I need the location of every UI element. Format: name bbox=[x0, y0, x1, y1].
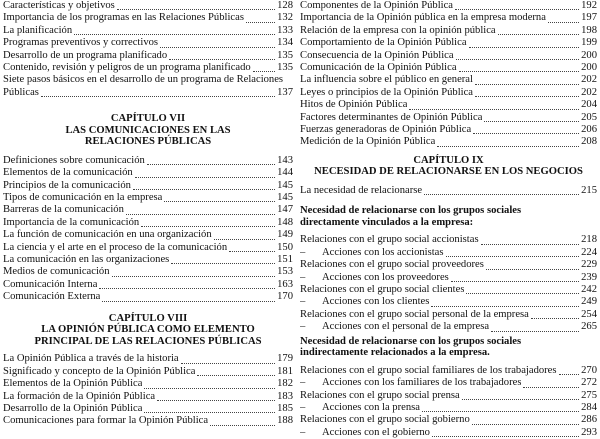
toc-entry-label bbox=[3, 12, 244, 24]
toc-entry-label bbox=[3, 229, 212, 241]
toc-entry[interactable] bbox=[300, 185, 597, 197]
toc-entry-text: Relaciones con el grupo social personal de la empresa bbox=[300, 308, 529, 320]
toc-entry-label bbox=[3, 217, 139, 229]
dot-leader bbox=[112, 276, 276, 277]
toc-entry-text: Públicas bbox=[3, 86, 39, 98]
toc-entry[interactable] bbox=[3, 378, 293, 390]
toc-entry-text: Comportamiento de la Opinión Pública bbox=[300, 37, 467, 49]
chapter-7-title-line1: LAS COMUNICACIONES EN LAS bbox=[65, 124, 231, 136]
toc-entry-text: Comunicaciones para formar la Opinión Pública bbox=[3, 415, 209, 427]
toc-entry[interactable] bbox=[3, 167, 293, 179]
toc-entry-label bbox=[300, 390, 460, 402]
toc-entry[interactable] bbox=[3, 37, 293, 49]
toc-entry-label bbox=[300, 25, 496, 37]
dot-leader bbox=[171, 263, 275, 264]
chapter-7-entries bbox=[3, 155, 293, 304]
dot-leader bbox=[409, 109, 579, 110]
dot-leader bbox=[160, 47, 275, 48]
toc-entry-text: Programas preventivos y correctivos bbox=[3, 37, 159, 49]
toc-entry-label bbox=[3, 50, 167, 62]
chapter-7-number: CAPÍTULO VII bbox=[110, 113, 186, 125]
toc-entry-label bbox=[3, 415, 208, 427]
toc-entry-text: Relaciones con el grupo social proveedores bbox=[300, 259, 484, 271]
toc-entry-page: 192 bbox=[581, 0, 597, 11]
toc-entry-page: 270 bbox=[581, 364, 597, 376]
toc-entry[interactable] bbox=[3, 192, 293, 204]
dot-leader bbox=[498, 34, 579, 35]
dash-marker: – bbox=[300, 377, 306, 389]
toc-entry-label bbox=[3, 167, 133, 179]
section-2-entries bbox=[300, 365, 597, 439]
toc-entry-text: Relaciones con el grupo social clientes bbox=[300, 284, 465, 296]
toc-entry[interactable] bbox=[300, 284, 597, 296]
dot-leader bbox=[133, 189, 275, 190]
toc-entry[interactable] bbox=[3, 403, 293, 415]
toc-entry-page: 144 bbox=[277, 167, 293, 179]
dot-leader bbox=[469, 47, 580, 48]
toc-entry-page: 293 bbox=[581, 426, 597, 438]
toc-entry-label bbox=[300, 124, 471, 136]
toc-entry-text: Elementos de la comunicación bbox=[3, 167, 133, 179]
toc-entry-label bbox=[3, 204, 124, 216]
toc-entry-page: 200 bbox=[581, 61, 597, 73]
chapter-8-entries bbox=[3, 353, 293, 427]
toc-entry-label bbox=[300, 402, 420, 414]
section-1-heading-line2: directamente vinculados a la empresa: bbox=[300, 216, 474, 228]
toc-entry-label bbox=[3, 403, 142, 415]
dot-leader bbox=[446, 256, 580, 257]
toc-entry-page: 145 bbox=[277, 192, 293, 204]
chapter-9-title: NECESIDAD DE RELACIONARSE EN LOS NEGOCIOS bbox=[314, 166, 583, 178]
toc-entry-label bbox=[300, 414, 470, 426]
toc-entry[interactable] bbox=[3, 391, 293, 403]
toc-subentry[interactable] bbox=[300, 272, 597, 284]
dot-leader bbox=[456, 59, 580, 60]
dot-leader bbox=[484, 121, 579, 122]
toc-entry-page: 198 bbox=[581, 24, 597, 36]
toc-entry-page: 284 bbox=[581, 401, 597, 413]
toc-entry-text: Barreras de la comunicación bbox=[3, 204, 124, 216]
dash-marker: – bbox=[300, 321, 306, 333]
dot-leader bbox=[99, 288, 275, 289]
toc-entry-text: Principios de la comunicación bbox=[3, 179, 131, 191]
dot-leader bbox=[144, 412, 275, 413]
toc-entry-label bbox=[300, 136, 435, 148]
toc-entry-page: 143 bbox=[277, 154, 293, 166]
toc-entry[interactable] bbox=[3, 229, 293, 241]
toc-entry-page: 254 bbox=[581, 308, 597, 320]
toc-subentry[interactable] bbox=[300, 402, 597, 414]
toc-entry-text: Factores determinantes de Opinión Pública bbox=[300, 111, 483, 123]
dot-leader bbox=[144, 388, 275, 389]
toc-entry-label bbox=[300, 365, 557, 377]
toc-entry-text: Relaciones con el grupo social prensa bbox=[300, 389, 460, 401]
dot-leader bbox=[181, 363, 275, 364]
toc-entry-text: Tipos de comunicación en la empresa bbox=[3, 192, 163, 204]
dash-marker: – bbox=[300, 271, 306, 283]
dot-leader bbox=[147, 164, 275, 165]
dash-marker: – bbox=[300, 426, 306, 438]
toc-entry-page: 229 bbox=[581, 259, 597, 271]
toc-entry-page: 202 bbox=[581, 74, 597, 86]
dot-leader bbox=[431, 306, 579, 307]
toc-entry-text: Comunicación de la Opinión Pública bbox=[300, 61, 457, 73]
dot-leader bbox=[481, 244, 580, 245]
toc-entry-label bbox=[3, 62, 251, 74]
toc-entry[interactable] bbox=[300, 136, 597, 148]
toc-entry[interactable] bbox=[300, 414, 597, 426]
dot-leader bbox=[523, 387, 579, 388]
toc-entry-text: La influencia sobre el público en general bbox=[300, 74, 473, 86]
toc-entry[interactable] bbox=[300, 390, 597, 402]
toc-entry-page: 145 bbox=[277, 179, 293, 191]
chapter-8-number: CAPÍTULO VIII bbox=[108, 312, 188, 324]
toc-entry[interactable] bbox=[3, 62, 293, 74]
toc-entry-page: 135 bbox=[277, 49, 293, 61]
toc-entry[interactable] bbox=[3, 415, 293, 427]
toc-entry-text: Desarrollo de un programa planificado bbox=[3, 49, 168, 61]
toc-entry-page: 242 bbox=[581, 284, 597, 296]
toc-entry-page: 202 bbox=[581, 86, 597, 98]
dot-leader bbox=[548, 22, 579, 23]
toc-entry-label bbox=[300, 321, 489, 333]
dot-leader bbox=[126, 214, 275, 215]
toc-entry-text: Importancia de los programas en las Relaciones Públicas bbox=[3, 12, 244, 24]
toc-subentry[interactable] bbox=[300, 377, 597, 389]
dot-leader bbox=[135, 177, 275, 178]
toc-section-top-right bbox=[300, 0, 597, 149]
toc-entry[interactable] bbox=[3, 180, 293, 192]
toc-entry-page: 197 bbox=[581, 12, 597, 24]
toc-entry-page: 134 bbox=[277, 37, 293, 49]
dot-leader bbox=[74, 34, 275, 35]
toc-entry-text: Componentes de la Opinión Pública bbox=[300, 0, 453, 11]
toc-entry-text: Características y objetivos bbox=[3, 0, 115, 11]
toc-entry[interactable] bbox=[3, 366, 293, 378]
chapter-8-title-line1: LA OPINIÓN PÚBLICA COMO ELEMENTO bbox=[41, 324, 255, 336]
toc-entry-text: Relaciones con el grupo social accionistas bbox=[300, 234, 479, 246]
dot-leader bbox=[459, 71, 580, 72]
toc-entry-page: 137 bbox=[277, 86, 293, 98]
toc-entry-text: La función de comunicación en una organización bbox=[3, 229, 212, 241]
dot-leader bbox=[424, 194, 579, 195]
dot-leader bbox=[432, 436, 579, 437]
toc-entry-page: 206 bbox=[581, 123, 597, 135]
toc-entry-text: Medición de la Opinión Pública bbox=[300, 136, 436, 148]
toc-entry-label bbox=[3, 180, 131, 192]
section-2-heading-line1: Necesidad de relacionarse con los grupos sociales bbox=[300, 335, 522, 347]
dot-leader bbox=[491, 331, 579, 332]
toc-entry-label bbox=[300, 284, 464, 296]
toc-entry-text: La Opinión Pública a través de la historia bbox=[3, 353, 179, 365]
toc-entry[interactable] bbox=[300, 124, 597, 136]
toc-entry-label bbox=[300, 296, 429, 308]
toc-entry-label bbox=[3, 254, 169, 266]
toc-entry-label bbox=[3, 87, 39, 99]
dash-marker: – bbox=[300, 246, 306, 258]
toc-entry[interactable] bbox=[300, 365, 597, 377]
toc-entry-label bbox=[3, 37, 158, 49]
toc-entry-text: Acciones con la prensa bbox=[322, 401, 420, 413]
dot-leader bbox=[422, 411, 579, 412]
chapter-8-title-line2: PRINCIPAL DE LAS RELACIONES PÚBLICAS bbox=[34, 335, 262, 347]
toc-entry[interactable] bbox=[3, 279, 293, 291]
dot-leader bbox=[475, 96, 579, 97]
toc-entry-page: 199 bbox=[581, 37, 597, 49]
toc-entry-text: Medios de comunicación bbox=[3, 266, 110, 278]
toc-entry-text: Consecuencia de la Opinión Pública bbox=[300, 49, 454, 61]
toc-entry-page: 286 bbox=[581, 414, 597, 426]
toc-entry[interactable] bbox=[300, 112, 597, 124]
dot-leader bbox=[472, 424, 579, 425]
dot-leader bbox=[214, 239, 275, 240]
toc-entry-page: 215 bbox=[581, 184, 597, 196]
toc-entry-label bbox=[3, 279, 97, 291]
section-1-heading-line1: Necesidad de relacionarse con los grupos sociales bbox=[300, 205, 522, 217]
toc-entry-text: Relación de la empresa con la opinión pública bbox=[300, 24, 496, 36]
dot-leader bbox=[102, 301, 275, 302]
toc-entry-label bbox=[300, 74, 473, 86]
toc-entry-label bbox=[300, 259, 484, 271]
toc-entry-page: 183 bbox=[277, 390, 293, 402]
toc-entry[interactable] bbox=[300, 37, 597, 49]
toc-entry-page: 200 bbox=[581, 49, 597, 61]
toc-entry-label bbox=[300, 112, 482, 124]
toc-entry-text: Comunicación Interna bbox=[3, 278, 98, 290]
toc-subentry[interactable] bbox=[300, 247, 597, 259]
toc-entry-text: La ciencia y el arte en el proceso de la comunicación bbox=[3, 241, 228, 253]
dot-leader bbox=[210, 425, 275, 426]
toc-entry[interactable] bbox=[3, 12, 293, 24]
dot-leader bbox=[157, 400, 275, 401]
dot-leader bbox=[451, 281, 579, 282]
toc-entry-page: 249 bbox=[581, 296, 597, 308]
dot-leader bbox=[475, 84, 579, 85]
toc-entry-page: 204 bbox=[581, 99, 597, 111]
toc-section-top-left bbox=[3, 0, 293, 99]
toc-entry-page: 135 bbox=[277, 61, 293, 73]
toc-entry-text: Siete pasos básicos en el desarrollo de un programa de Relaciones bbox=[3, 74, 284, 86]
dot-leader bbox=[41, 96, 275, 97]
toc-entry-text: Fuerzas generadoras de Opinión Pública bbox=[300, 123, 472, 135]
toc-entry-label bbox=[300, 87, 473, 99]
toc-entry-label bbox=[300, 234, 479, 246]
toc-entry-text: Relaciones con el grupo social gobierno bbox=[300, 414, 470, 426]
toc-entry-page: 182 bbox=[277, 378, 293, 390]
toc-entry-text: Desarrollo de la Opinión Pública bbox=[3, 402, 143, 414]
chapter-9-number: CAPÍTULO IX bbox=[413, 154, 484, 166]
toc-entry-page: 128 bbox=[277, 0, 293, 11]
dot-leader bbox=[117, 9, 275, 10]
dot-leader bbox=[197, 375, 275, 376]
toc-entry-label bbox=[3, 242, 227, 254]
toc-entry-text: Leyes o principios de la Opinión Pública bbox=[300, 86, 473, 98]
toc-entry-page: 132 bbox=[277, 12, 293, 24]
toc-entry-text: Importancia de la comunicación bbox=[3, 216, 140, 228]
toc-entry[interactable] bbox=[300, 259, 597, 271]
toc-entry-label bbox=[300, 377, 521, 389]
toc-entry-text: Definiciones sobre comunicación bbox=[3, 154, 145, 166]
dot-leader bbox=[473, 133, 579, 134]
toc-entry-text: Hitos de Opinión Pública bbox=[300, 99, 408, 111]
toc-entry-label bbox=[3, 74, 283, 86]
toc-entry[interactable] bbox=[300, 0, 597, 12]
toc-entry[interactable] bbox=[300, 12, 597, 24]
toc-entry-label bbox=[300, 99, 407, 111]
dot-leader bbox=[169, 59, 275, 60]
toc-entry-page: 208 bbox=[581, 136, 597, 148]
toc-entry-page: 179 bbox=[277, 353, 293, 365]
toc-entry[interactable] bbox=[3, 0, 293, 12]
toc-entry-label bbox=[300, 50, 454, 62]
toc-entry-label bbox=[300, 37, 467, 49]
toc-entry[interactable] bbox=[300, 309, 597, 321]
toc-entry-label bbox=[3, 266, 110, 278]
toc-entry-text: Acciones con los proveedores bbox=[322, 271, 449, 283]
toc-entry-label bbox=[3, 0, 115, 12]
section-1-entries bbox=[300, 234, 597, 333]
toc-entry-page: 218 bbox=[581, 234, 597, 246]
toc-entry-page: 150 bbox=[277, 241, 293, 253]
dot-leader bbox=[437, 146, 579, 147]
toc-entry[interactable] bbox=[300, 99, 597, 111]
dot-leader bbox=[229, 251, 275, 252]
toc-entry[interactable] bbox=[3, 217, 293, 229]
toc-entry-text: Importancia de la Opinión pública en la empresa moderna bbox=[300, 12, 546, 24]
toc-subentry[interactable] bbox=[300, 321, 597, 333]
toc-entry-text: Acciones con los familiares de los trabajadores bbox=[322, 377, 522, 389]
chapter-7-title-line2: RELACIONES PÚBLICAS bbox=[84, 136, 212, 148]
toc-entry-label bbox=[3, 391, 155, 403]
toc-entry-page: 151 bbox=[277, 254, 293, 266]
toc-entry[interactable] bbox=[3, 74, 293, 86]
toc-left-column bbox=[3, 0, 293, 428]
toc-entry-text: Relaciones con el grupo social familiares de los trabajadores bbox=[300, 364, 557, 376]
toc-entry-text: Elementos de la Opinión Pública bbox=[3, 378, 143, 390]
toc-entry-text: Contenido, revisión y peligros de un programa planificado bbox=[3, 61, 251, 73]
toc-entry-text: Acciones con los accionistas bbox=[322, 246, 444, 258]
toc-entry[interactable] bbox=[300, 74, 597, 86]
toc-entry-label bbox=[300, 427, 430, 439]
toc-subentry[interactable] bbox=[300, 427, 597, 439]
toc-entry[interactable] bbox=[300, 25, 597, 37]
dot-leader bbox=[246, 22, 275, 23]
toc-entry-page: 163 bbox=[277, 278, 293, 290]
toc-entry[interactable] bbox=[3, 204, 293, 216]
toc-entry-page: 133 bbox=[277, 24, 293, 36]
toc-entry[interactable] bbox=[300, 62, 597, 74]
dot-leader bbox=[559, 374, 580, 375]
dash-marker: – bbox=[300, 401, 306, 413]
toc-entry-page: 275 bbox=[581, 389, 597, 401]
toc-entry[interactable] bbox=[3, 155, 293, 167]
toc-entry[interactable] bbox=[3, 353, 293, 365]
toc-entry-page: 149 bbox=[277, 229, 293, 241]
dot-leader bbox=[141, 226, 275, 227]
toc-entry-page: 185 bbox=[277, 402, 293, 414]
toc-entry-text: Acciones con los clientes bbox=[322, 296, 430, 308]
toc-right-column bbox=[300, 0, 597, 439]
toc-entry-label bbox=[300, 12, 546, 24]
toc-entry-page: 224 bbox=[581, 246, 597, 258]
toc-entry-label: La necesidad de relacionarse bbox=[300, 184, 423, 196]
toc-entry-page: 188 bbox=[277, 415, 293, 427]
toc-entry-page: 239 bbox=[581, 271, 597, 283]
toc-entry[interactable] bbox=[3, 291, 293, 303]
section-2-heading-line2: indirectamente relacionados a la empresa. bbox=[300, 347, 490, 359]
dot-leader bbox=[486, 269, 579, 270]
dot-leader bbox=[164, 201, 275, 202]
toc-entry-page: 170 bbox=[277, 291, 293, 303]
dot-leader bbox=[466, 293, 579, 294]
toc-entry[interactable] bbox=[3, 266, 293, 278]
toc-entry-text: Significado y concepto de la Opinión Pública bbox=[3, 365, 196, 377]
toc-entry[interactable] bbox=[300, 87, 597, 99]
toc-entry-page: 181 bbox=[277, 365, 293, 377]
toc-subentry[interactable] bbox=[300, 296, 597, 308]
toc-entry[interactable] bbox=[3, 242, 293, 254]
toc-entry-label bbox=[300, 309, 529, 321]
toc-entry[interactable] bbox=[300, 50, 597, 62]
toc-entry-text: La planificación bbox=[3, 24, 73, 36]
toc-entry-page: 205 bbox=[581, 111, 597, 123]
toc-entry-page: 153 bbox=[277, 266, 293, 278]
toc-entry-label bbox=[3, 155, 145, 167]
toc-entry-label bbox=[3, 353, 179, 365]
toc-entry-label bbox=[3, 366, 195, 378]
toc-entry-page: 272 bbox=[581, 377, 597, 389]
toc-entry-label bbox=[300, 0, 453, 12]
toc-entry-label bbox=[3, 25, 72, 37]
toc-entry-page: 148 bbox=[277, 216, 293, 228]
toc-entry-page: 265 bbox=[581, 321, 597, 333]
toc-entry-label bbox=[300, 272, 449, 284]
dot-leader bbox=[455, 9, 579, 10]
toc-entry-label bbox=[3, 291, 100, 303]
dot-leader bbox=[462, 399, 579, 400]
toc-entry-label bbox=[3, 192, 162, 204]
toc-entry-text: Acciones con el personal de la empresa bbox=[322, 321, 490, 333]
toc-entry-label bbox=[300, 62, 457, 74]
toc-entry[interactable] bbox=[300, 234, 597, 246]
toc-entry[interactable] bbox=[3, 50, 293, 62]
dot-leader bbox=[531, 318, 579, 319]
toc-entry-label bbox=[3, 378, 142, 390]
toc-entry[interactable] bbox=[3, 25, 293, 37]
dot-leader bbox=[253, 71, 275, 72]
toc-entry-label bbox=[300, 247, 444, 259]
toc-entry[interactable] bbox=[3, 87, 293, 99]
toc-entry-text: La comunicación en las organizaciones bbox=[3, 254, 170, 266]
dash-marker: – bbox=[300, 296, 306, 308]
toc-entry-page: 147 bbox=[277, 204, 293, 216]
toc-entry-text: Acciones con el gobierno bbox=[322, 426, 430, 438]
toc-entry-text: Comunicación Externa bbox=[3, 291, 101, 303]
toc-entry[interactable] bbox=[3, 254, 293, 266]
toc-entry-text: La formación de la Opinión Pública bbox=[3, 390, 156, 402]
